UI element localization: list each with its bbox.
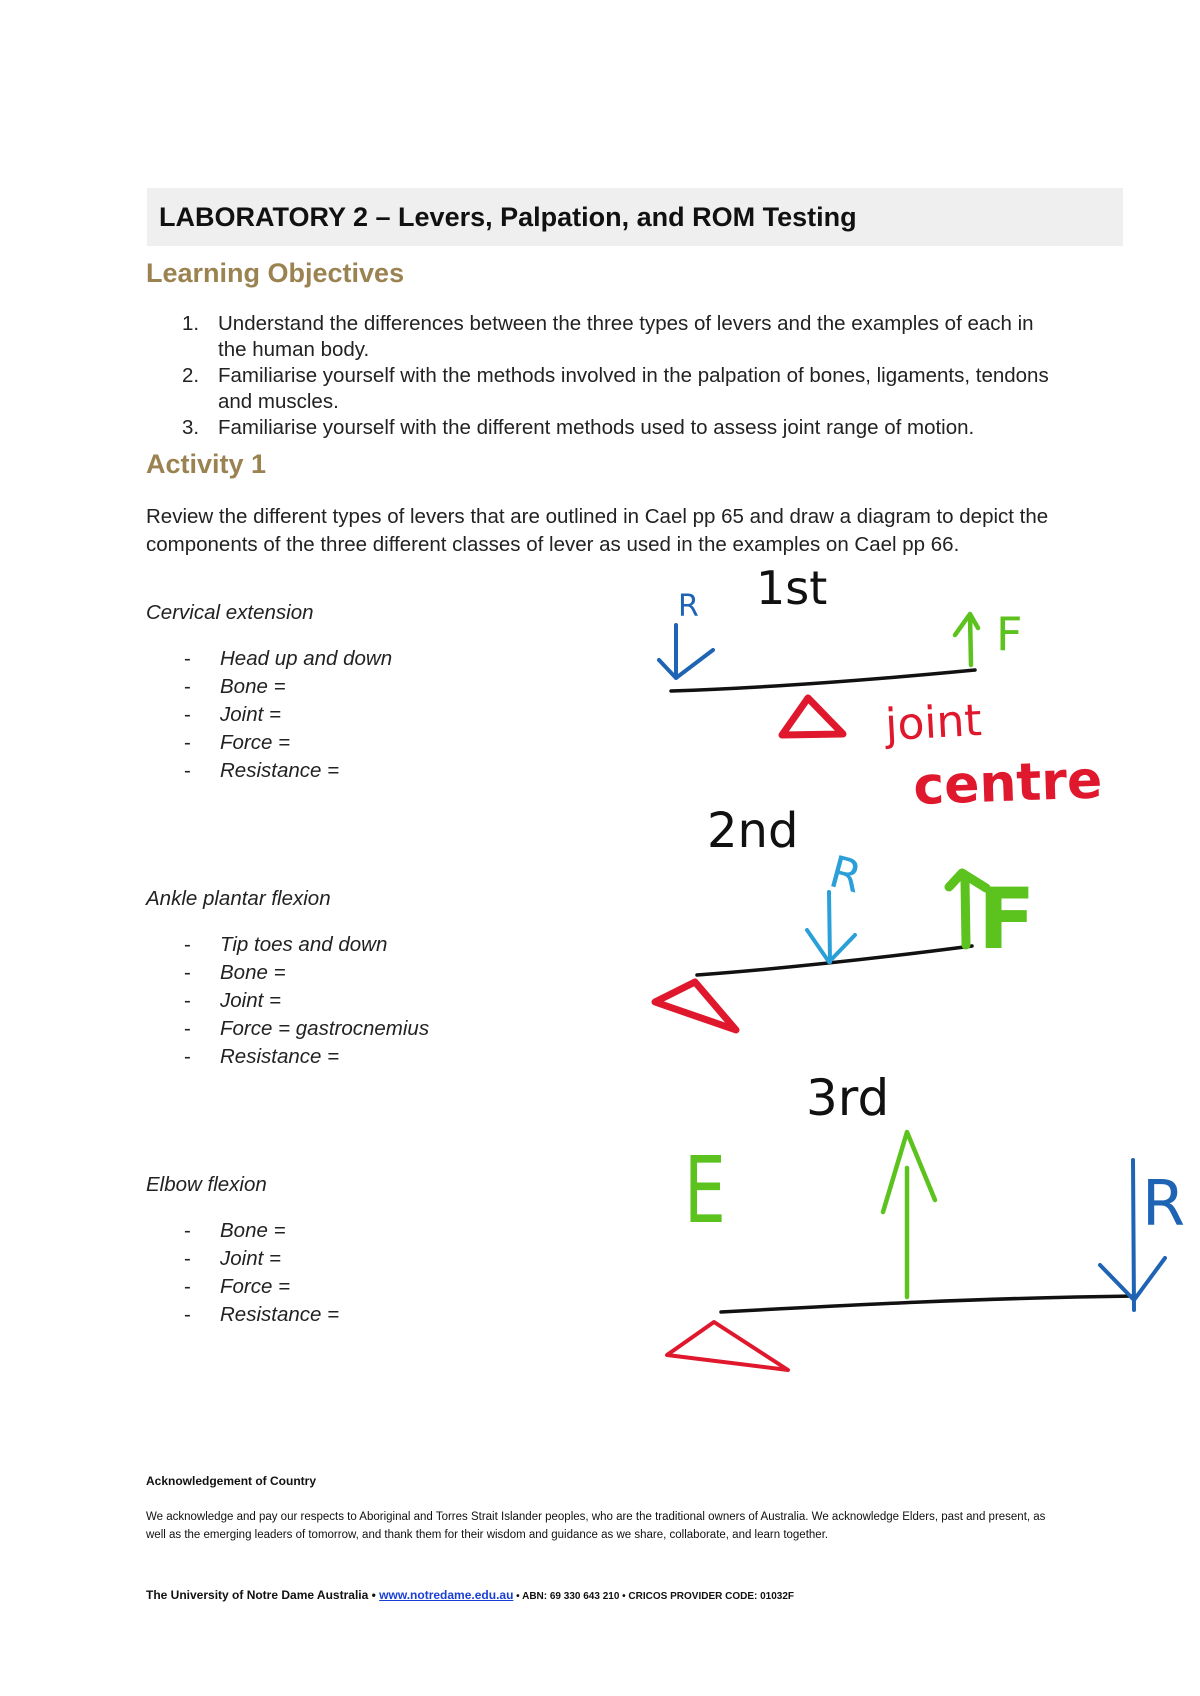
list-item — [146, 757, 392, 785]
list-item-text: Resistance = — [220, 1303, 340, 1326]
learning-objectives-heading: Learning Objectives — [146, 258, 405, 288]
second-class-lever — [655, 803, 1035, 1030]
footer-separator: • — [368, 1588, 380, 1602]
resistance-label: R — [678, 589, 699, 624]
fulcrum-triangle — [782, 698, 843, 735]
lever-beam — [697, 946, 972, 975]
resistance-arrow-icon — [659, 625, 713, 678]
objective-text: Familiarise yourself with the methods involved in the palpation of bones, ligaments, tendons and muscles. — [218, 364, 1049, 413]
list-dash: - — [184, 1247, 191, 1270]
objective-text: Familiarise yourself with the different methods used to assess joint range of motion. — [218, 416, 975, 439]
cervical-list — [146, 645, 392, 785]
list-item — [146, 959, 429, 987]
list-item — [146, 701, 392, 729]
list-dash: - — [184, 1219, 191, 1242]
list-item — [146, 987, 429, 1015]
list-dash: - — [184, 1303, 191, 1326]
third-class-lever — [667, 1069, 1185, 1370]
list-item-text: Force = — [220, 1275, 291, 1298]
resistance-label: R — [824, 846, 867, 904]
force-arrow-icon — [949, 873, 986, 945]
class-label-second: 2nd — [707, 803, 799, 859]
list-dash: - — [184, 731, 191, 754]
list-dash: - — [184, 647, 191, 670]
joint-label: joint — [883, 695, 983, 751]
list-item — [146, 729, 392, 757]
objective-text: Understand the differences between the three types of levers and the examples of each in the human body. — [218, 312, 1034, 361]
list-item-text: Resistance = — [220, 1045, 340, 1068]
list-item — [146, 1043, 429, 1071]
effort-label: E — [684, 1137, 726, 1244]
section-title-elbow: Elbow flexion — [146, 1173, 267, 1196]
effort-arrow-icon — [883, 1132, 935, 1297]
acknowledgement-title: Acknowledgement of Country — [146, 1474, 317, 1488]
fulcrum-triangle — [655, 982, 736, 1030]
objective-item — [146, 311, 1056, 363]
class-label-third: 3rd — [806, 1069, 890, 1127]
list-item-text: Joint = — [220, 703, 281, 726]
list-dash: - — [184, 1045, 191, 1068]
objective-item — [146, 363, 1056, 415]
ankle-list — [146, 931, 429, 1071]
list-item — [146, 931, 429, 959]
list-item-text: Bone = — [220, 1219, 286, 1242]
objectives-list — [146, 311, 1056, 441]
activity-description: Review the different types of levers that are outlined in Cael pp 65 and draw a diagram to depict the components of the three different classes of lever as used in the examples on Cael pp 66. — [146, 505, 1049, 556]
footer-org: The University of Notre Dame Australia — [146, 1588, 369, 1602]
force-arrow-icon — [955, 614, 978, 665]
list-item-text: Bone = — [220, 675, 286, 698]
list-dash: - — [184, 703, 191, 726]
list-item — [146, 1273, 339, 1301]
page-title: LABORATORY 2 – Levers, Palpation, and ROM Testing — [159, 202, 857, 232]
lab-header — [147, 188, 1123, 246]
list-dash: - — [184, 1017, 191, 1040]
list-item — [146, 1245, 339, 1273]
list-item-text: Joint = — [220, 1247, 281, 1270]
list-item — [146, 645, 392, 673]
list-item-text: Force = — [220, 731, 291, 754]
list-item — [146, 1015, 429, 1043]
acknowledgement-text: We acknowledge and pay our respects to Aboriginal and Torres Strait Islander peoples, who are the traditional owners of Australia. We acknowledge Elders, past and present, as well as the emerging leaders of tomorrow, and thank them for their wisdom and guidance as we share, collaborate, and learn together. — [146, 1511, 1046, 1541]
force-label: F — [996, 607, 1023, 661]
list-dash: - — [184, 989, 191, 1012]
resistance-label: R — [1142, 1167, 1186, 1240]
section-title-ankle: Ankle plantar flexion — [146, 887, 331, 910]
footer-registration: • ABN: 69 330 643 210 • CRICOS PROVIDER CODE: 01032F — [513, 1591, 795, 1602]
list-item-text: Joint = — [220, 989, 281, 1012]
list-item-text: Tip toes and down — [220, 933, 388, 956]
list-dash: - — [184, 759, 191, 782]
list-dash: - — [184, 1275, 191, 1298]
class-label-first: 1st — [756, 561, 828, 615]
list-item-text: Resistance = — [220, 759, 340, 782]
objective-item — [146, 415, 1056, 441]
list-item-text: Bone = — [220, 961, 286, 984]
force-label: F — [978, 870, 1036, 968]
footer-website-link[interactable]: www.notredame.edu.au — [379, 1588, 514, 1602]
objective-number: 1. — [182, 312, 200, 335]
centre-label: centre — [912, 750, 1104, 817]
activity-heading: Activity 1 — [146, 449, 267, 479]
list-item-text: Head up and down — [220, 647, 393, 670]
section-title-cervical: Cervical extension — [146, 601, 314, 624]
list-item-text: Force = gastrocnemius — [220, 1017, 430, 1040]
objective-number: 2. — [182, 364, 200, 387]
list-item — [146, 1217, 339, 1245]
lever-beam — [671, 670, 975, 691]
resistance-arrow-icon — [1100, 1160, 1165, 1310]
objective-number: 3. — [182, 416, 200, 439]
list-dash: - — [184, 933, 191, 956]
footer — [146, 1588, 794, 1602]
list-dash: - — [184, 675, 191, 698]
list-item — [146, 1301, 339, 1329]
list-item — [146, 673, 392, 701]
fulcrum-triangle — [667, 1322, 788, 1370]
elbow-list — [146, 1217, 339, 1329]
lever-beam — [721, 1296, 1136, 1312]
resistance-arrow-icon — [807, 892, 855, 962]
list-dash: - — [184, 961, 191, 984]
first-class-lever — [659, 561, 1103, 817]
